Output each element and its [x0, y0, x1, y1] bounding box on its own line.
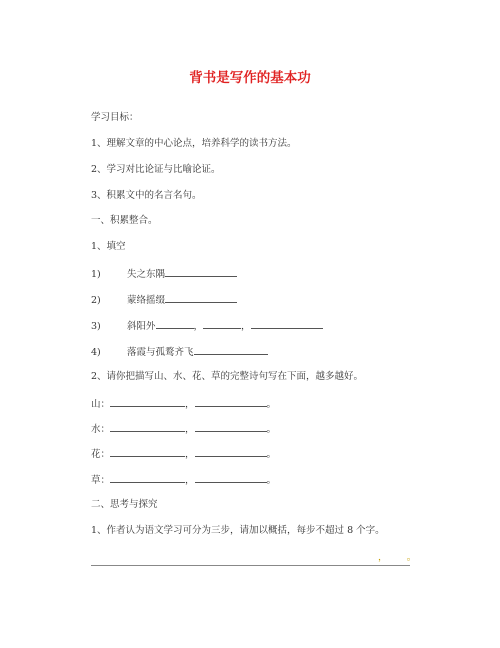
fill-number: 2) — [91, 295, 101, 306]
fill-number: 3) — [91, 321, 101, 332]
fill-text: 落霞与孤鹜齐飞 — [127, 347, 194, 358]
answer-blank[interactable] — [195, 421, 267, 432]
answer-blank[interactable] — [194, 344, 268, 355]
fill-item-1 — [91, 266, 237, 282]
separator: ， — [185, 424, 195, 435]
goal-3: 3、积累文中的名言名句。 — [91, 190, 202, 201]
answer-line[interactable] — [91, 555, 410, 566]
answer-blank[interactable] — [165, 292, 237, 303]
goals-heading: 学习目标： — [91, 112, 139, 123]
answer-blank[interactable] — [165, 266, 237, 277]
separator: ， — [241, 321, 251, 332]
answer-blank[interactable] — [251, 318, 323, 329]
answer-blank[interactable] — [156, 318, 194, 329]
separator: ， — [185, 475, 195, 486]
fill-number: 4) — [91, 347, 101, 358]
fill-item-2 — [91, 292, 237, 308]
end-mark: 。 — [266, 424, 277, 435]
fill-number: 1) — [91, 269, 101, 280]
answer-blank[interactable] — [195, 472, 267, 483]
document-title: 背书是写作的基本功 — [189, 70, 311, 86]
separator: ， — [185, 399, 195, 410]
answer-blank[interactable] — [110, 421, 185, 432]
question-1: 1、作者认为语文学习可分为三步，请加以概括，每步不超过 8 个字。 — [91, 525, 385, 536]
fill-text: 斜阳外 — [127, 321, 156, 332]
fill-heading: 1、填空 — [91, 241, 126, 252]
poem-label: 花： — [91, 449, 111, 460]
fill-item-4 — [91, 344, 268, 360]
poem-row-flower — [91, 446, 276, 462]
answer-blank[interactable] — [110, 472, 185, 483]
answer-blank[interactable] — [203, 318, 241, 329]
answer-blank[interactable] — [195, 446, 267, 457]
end-mark: 。 — [266, 475, 277, 486]
section-1-heading: 一、积累整合。 — [91, 215, 158, 226]
answer-comma: ， — [378, 552, 383, 563]
goal-2: 2、学习对比论证与比喻论证。 — [91, 164, 221, 175]
separator: ， — [185, 449, 195, 460]
end-mark: 。 — [266, 399, 277, 410]
poem-label: 山： — [91, 399, 111, 410]
poem-label: 草： — [91, 475, 111, 486]
answer-blank[interactable] — [195, 396, 267, 407]
goal-1: 1、理解文章的中心论点，培养科学的读书方法。 — [91, 138, 297, 149]
poem-row-grass — [91, 472, 276, 488]
poem-label: 水： — [91, 424, 111, 435]
answer-marks — [378, 549, 440, 563]
poem-row-mountain — [91, 396, 276, 412]
end-mark: 。 — [266, 449, 277, 460]
separator: ， — [193, 321, 204, 332]
fill-text: 失之东隅 — [127, 269, 166, 280]
answer-blank[interactable] — [110, 396, 185, 407]
section-2-heading: 二、思考与探究 — [91, 499, 158, 510]
poem-row-water — [91, 421, 276, 437]
fill-text: 蒙络摇缀 — [127, 295, 166, 306]
answer-period: 。 — [406, 552, 417, 563]
answer-blank[interactable] — [110, 446, 185, 457]
fill-item-3 — [91, 318, 323, 334]
poem-prompt: 2、请你把描写山、水、花、草的完整诗句写在下面，越多越好。 — [91, 371, 364, 382]
